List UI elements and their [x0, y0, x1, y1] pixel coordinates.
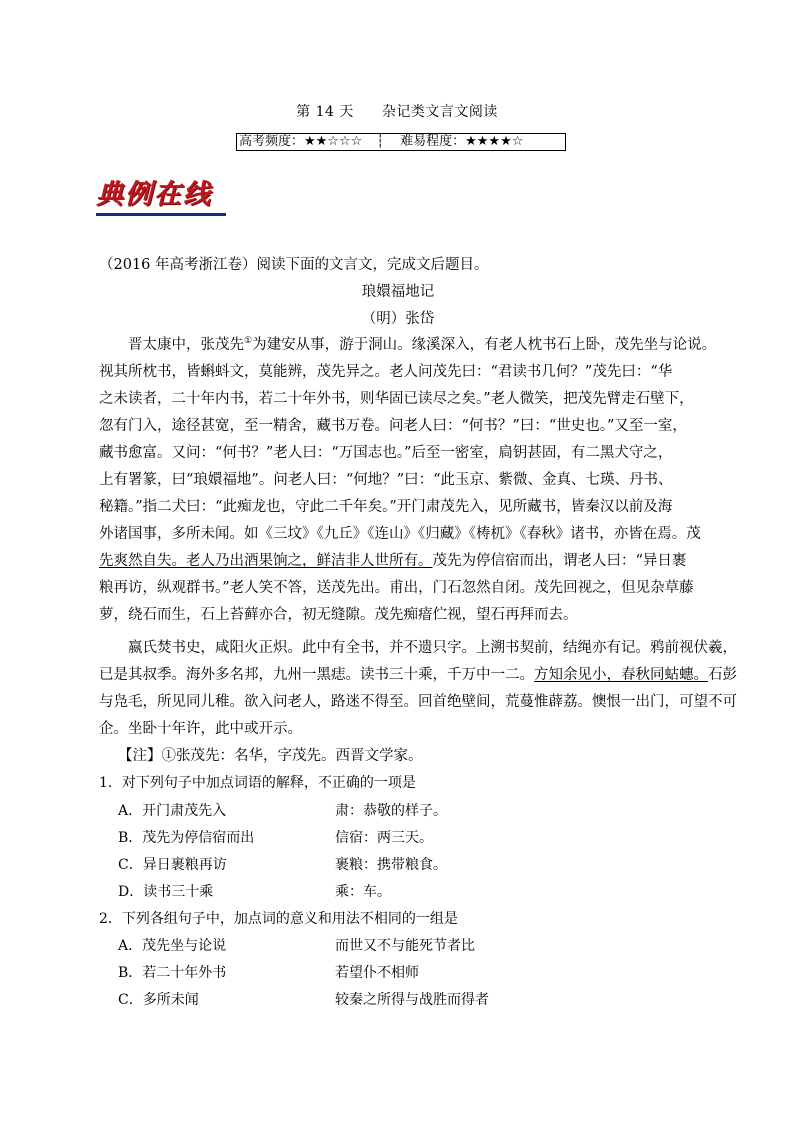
logo-underline: [96, 213, 226, 216]
option-a: A．开门肃茂先入: [118, 803, 227, 819]
day-label: 第 14 天: [296, 104, 354, 120]
frequency-difficulty-bar: [236, 133, 566, 151]
passage-line: 嬴氏焚书史，咸阳火正炽。此中有全书，并不遗只字。上溯书契前，结绳亦有记。鸦前视伏羲，: [128, 640, 737, 656]
page-title: [0, 101, 794, 121]
option-a-comparison: 而世又不与能死节者比: [335, 938, 475, 954]
footnote-marker: ①: [244, 336, 253, 347]
option-d-explanation: 乘：车。: [335, 884, 391, 900]
option-c: C．多所未闻: [118, 992, 199, 1008]
footnote: 【注】①张茂先：名华，字茂先。西晋文学家。: [118, 748, 423, 764]
option-d: D．读书三十乘: [118, 884, 214, 900]
topic-label: 杂记类文言文阅读: [381, 104, 498, 120]
passage-line: 忽有门入，途径甚宽，至一精舍，藏书万卷。问老人曰：“何书？”曰：“世史也。”又至一室，: [99, 418, 687, 434]
logo-text: 典例在线: [96, 179, 212, 210]
question-stem: 2．下列各组句子中，加点词的意义和用法不相同的一组是: [99, 911, 458, 927]
option-b: B．茂先为停信宿而出: [118, 830, 255, 846]
passage-line: 秘籍。”指二犬曰：“此痴龙也，守此二千年矣。”开门肃茂先入，见所藏书，皆秦汉以前及海: [99, 499, 673, 515]
rating-separator: ┆: [376, 134, 385, 149]
option-a: A．茂先坐与论说: [118, 938, 227, 954]
line-text: 已是其叔季。海外多名邦，九州一黑痣。读书三十乘，千万中一二。: [99, 667, 534, 683]
passage-line: 视其所枕书，皆蝌蚪文，莫能辨，茂先异之。老人问茂先曰：“君读书几何？”茂先曰：“华: [99, 364, 673, 380]
passage-line: 粮再访，纵观群书。”老人笑不答，送茂先出。甫出，门石忽然自闭。茂先回视之，但见杂草藤: [99, 580, 694, 596]
passage-line: [128, 333, 716, 354]
passage-line: 上有署篆，曰“琅嬛福地”。问老人曰：“何地？”曰：“此玉京、紫微、金真、七瑛、丹书、: [99, 472, 673, 488]
line-text: 为建安从事，游于洞山。缘溪深入，有老人枕书石上卧，茂先坐与论说。: [252, 337, 717, 353]
option-c: C．异日裹粮再访: [118, 857, 227, 873]
underlined-sentence: 先爽然自失。老人乃出酒果饷之，鲜洁非人世所有。: [99, 553, 433, 569]
option-b-comparison: 若望仆不相师: [335, 965, 419, 981]
intro-line: （2016 年高考浙江卷）阅读下面的文言文，完成文后题目。: [99, 257, 489, 273]
question-stem: 1．对下列句子中加点词语的解释，不正确的一项是: [99, 775, 416, 791]
passage-line: [99, 663, 737, 684]
option-c-explanation: 裹粮：携带粮食。: [335, 857, 447, 873]
line-text: 石彭: [708, 667, 737, 683]
passage-title: 琅嬛福地记: [361, 284, 435, 300]
passage-line: 与凫毛，所见同儿稚。欲入问老人，路迷不得至。回首绝壁间，荒蔓惟薜荔。懊恨一出门，可望不可: [99, 694, 737, 710]
passage-line: 企。坐卧十年许，此中或开示。: [99, 721, 302, 737]
section-logo: [96, 178, 228, 218]
passage-line: 之未读者，二十年内书，若二十年外书，则华固已读尽之矣。”老人微笑，把茂先臂走石壁下，: [99, 391, 694, 407]
option-b-explanation: 信宿：两三天。: [335, 830, 433, 846]
passage-line: 外诸国事，多所未闻。如《三坟》《九丘》《连山》《归藏》《梼杌》《春秋》诸书，亦皆在焉。茂: [99, 526, 701, 542]
passage-line: 藏书愈富。又问：“何书？”老人曰：“万国志也。”后至一密室，扃钥甚固，有二黑犬守之，: [99, 445, 673, 461]
underlined-sentence: 方知余见小，春秋同蛄蟪。: [534, 667, 708, 683]
passage-author: （明）张岱: [361, 311, 435, 327]
option-b: B．若二十年外书: [118, 965, 227, 981]
frequency-rating: 高考频度：★★☆☆☆: [239, 134, 363, 149]
option-c-comparison: 较秦之所得与战胜而得者: [335, 992, 489, 1008]
line-text: 晋太康中，张茂先: [128, 337, 244, 353]
line-text: 茂先为停信宿而出，谓老人曰：“异日裹: [432, 553, 687, 569]
passage-line: [99, 549, 686, 570]
passage-line: 萝，绕石而生，石上苔藓亦合，初无缝隙。茂先痴瘖伫视，望石再拜而去。: [99, 607, 578, 623]
difficulty-rating: 难易程度：★★★★☆: [400, 134, 524, 149]
option-a-explanation: 肃：恭敬的样子。: [335, 803, 447, 819]
